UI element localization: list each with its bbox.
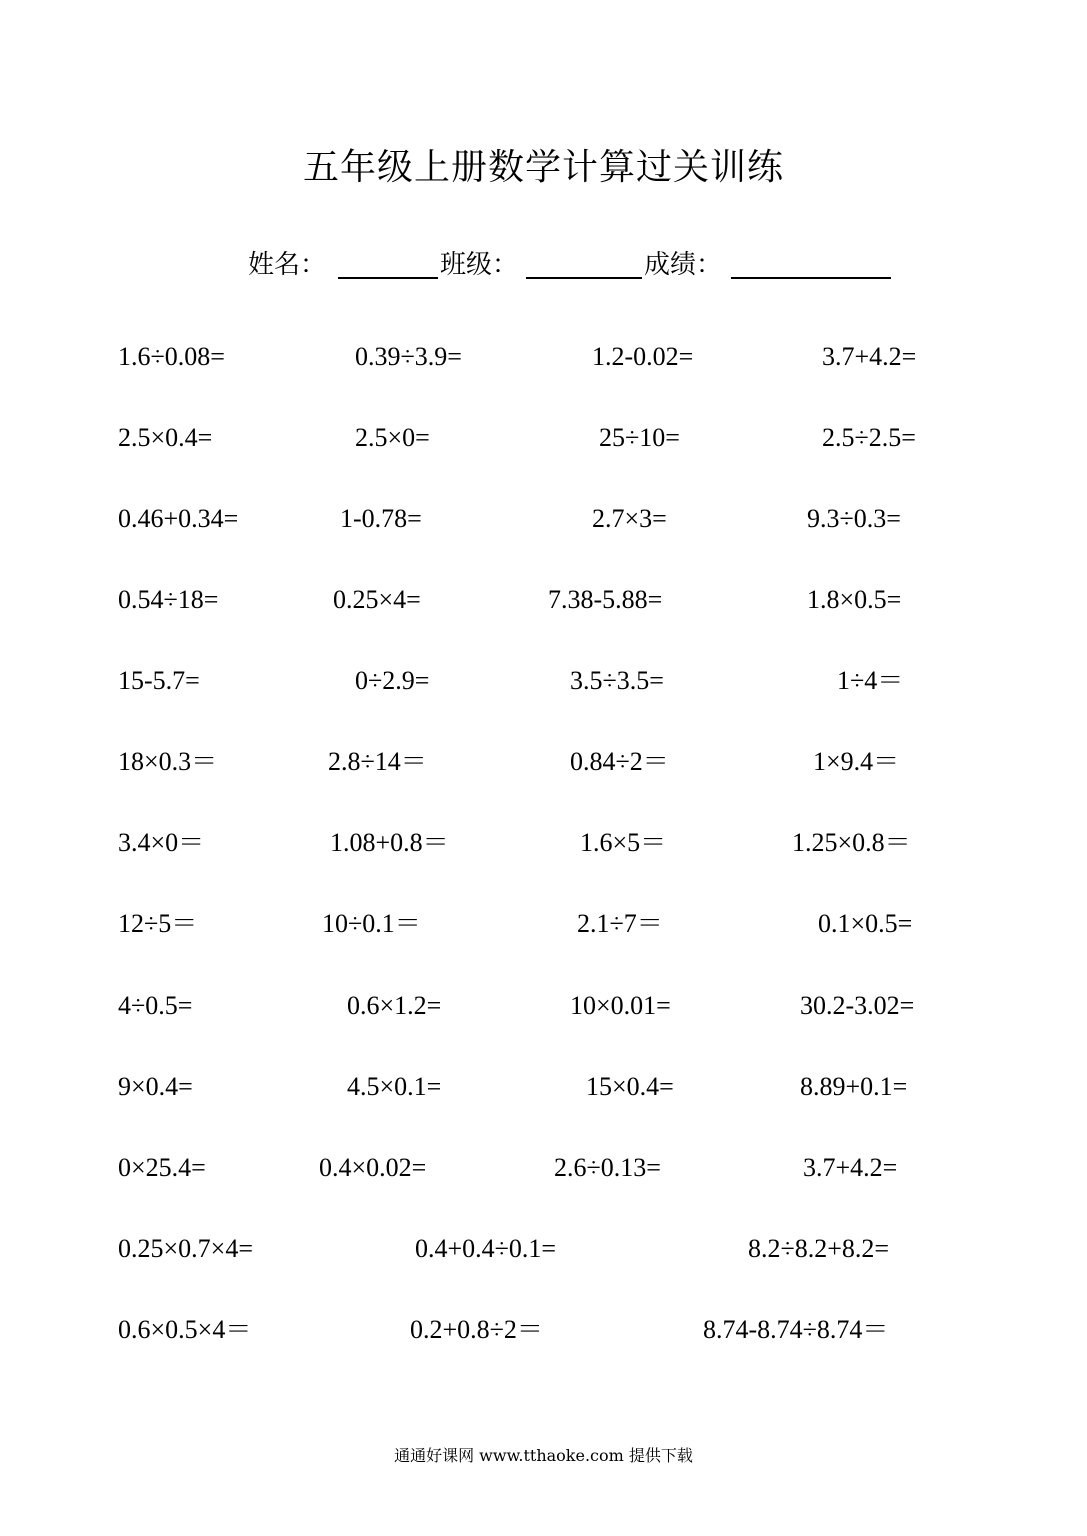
problem-r9-c2: 0.6×1.2= — [347, 991, 442, 1020]
problem-r5-c3: 3.5÷3.5= — [570, 666, 664, 695]
problem-r10-c3: 15×0.4= — [586, 1072, 674, 1101]
class-label: 班级： — [440, 250, 519, 280]
problem-r8-c1: 12÷5＝ — [118, 909, 198, 938]
problem-r1-c3: 1.2-0.02= — [592, 342, 694, 371]
problem-r8-c3: 2.1÷7＝ — [577, 909, 663, 938]
problem-r7-c1: 3.4×0＝ — [118, 828, 205, 857]
class-blank — [526, 277, 642, 279]
footer-credit: 通通好课网 www.tthaoke.com 提供下载 — [394, 1446, 693, 1465]
problem-r11-c3: 2.6÷0.13= — [554, 1153, 661, 1182]
problem-r10-c2: 4.5×0.1= — [347, 1072, 442, 1101]
problem-r5-c4: 1÷4＝ — [837, 666, 904, 695]
problem-r3-c4: 9.3÷0.3= — [807, 504, 901, 533]
name-blank — [338, 277, 438, 279]
name-label: 姓名： — [248, 250, 327, 280]
problem-r4-c4: 1.8×0.5= — [807, 585, 902, 614]
problem-r8-c4: 0.1×0.5= — [818, 909, 913, 938]
problem-r10-c1: 9×0.4= — [118, 1072, 193, 1101]
problem-r5-c1: 15-5.7= — [118, 666, 200, 695]
problem-r9-c4: 30.2-3.02= — [800, 991, 915, 1020]
problem-r3-c2: 1-0.78= — [340, 504, 422, 533]
problem-r12-c2: 0.4+0.4÷0.1= — [415, 1234, 557, 1263]
problem-r4-c2: 0.25×4= — [333, 585, 421, 614]
problem-r6-c2: 2.8÷14＝ — [328, 747, 427, 776]
problem-r9-c1: 4÷0.5= — [118, 991, 193, 1020]
problem-r11-c1: 0×25.4= — [118, 1153, 206, 1182]
problem-r9-c3: 10×0.01= — [570, 991, 671, 1020]
problem-r7-c3: 1.6×5＝ — [580, 828, 667, 857]
problem-r13-c1: 0.6×0.5×4＝ — [118, 1315, 252, 1344]
problem-r1-c1: 1.6÷0.08= — [118, 342, 225, 371]
problem-r13-c3: 8.74-8.74÷8.74＝ — [703, 1315, 889, 1344]
page-title: 五年级上册数学计算过关训练 — [302, 147, 784, 188]
problem-r11-c2: 0.4×0.02= — [319, 1153, 427, 1182]
problem-r7-c4: 1.25×0.8＝ — [792, 828, 911, 857]
problem-r2-c2: 2.5×0= — [355, 423, 430, 452]
problem-r4-c1: 0.54÷18= — [118, 585, 219, 614]
problem-r12-c3: 8.2÷8.2+8.2= — [748, 1234, 890, 1263]
problem-r12-c1: 0.25×0.7×4= — [118, 1234, 253, 1263]
problem-r7-c2: 1.08+0.8＝ — [330, 828, 449, 857]
problem-r3-c1: 0.46+0.34= — [118, 504, 239, 533]
problem-r4-c3: 7.38-5.88= — [548, 585, 663, 614]
problem-r6-c3: 0.84÷2＝ — [570, 747, 669, 776]
problem-r11-c4: 3.7+4.2= — [803, 1153, 898, 1182]
problem-r3-c3: 2.7×3= — [592, 504, 667, 533]
score-blank — [731, 277, 891, 279]
problem-r8-c2: 10÷0.1＝ — [322, 909, 421, 938]
problem-r6-c1: 18×0.3＝ — [118, 747, 218, 776]
score-label: 成绩： — [644, 250, 723, 280]
problem-r5-c2: 0÷2.9= — [355, 666, 430, 695]
problem-r1-c4: 3.7+4.2= — [822, 342, 917, 371]
problem-r13-c2: 0.2+0.8÷2＝ — [410, 1315, 543, 1344]
problem-r1-c2: 0.39÷3.9= — [355, 342, 462, 371]
problem-r2-c3: 25÷10= — [599, 423, 680, 452]
problem-r2-c1: 2.5×0.4= — [118, 423, 213, 452]
problem-r2-c4: 2.5÷2.5= — [822, 423, 916, 452]
problem-r10-c4: 8.89+0.1= — [800, 1072, 908, 1101]
problem-r6-c4: 1×9.4＝ — [813, 747, 900, 776]
